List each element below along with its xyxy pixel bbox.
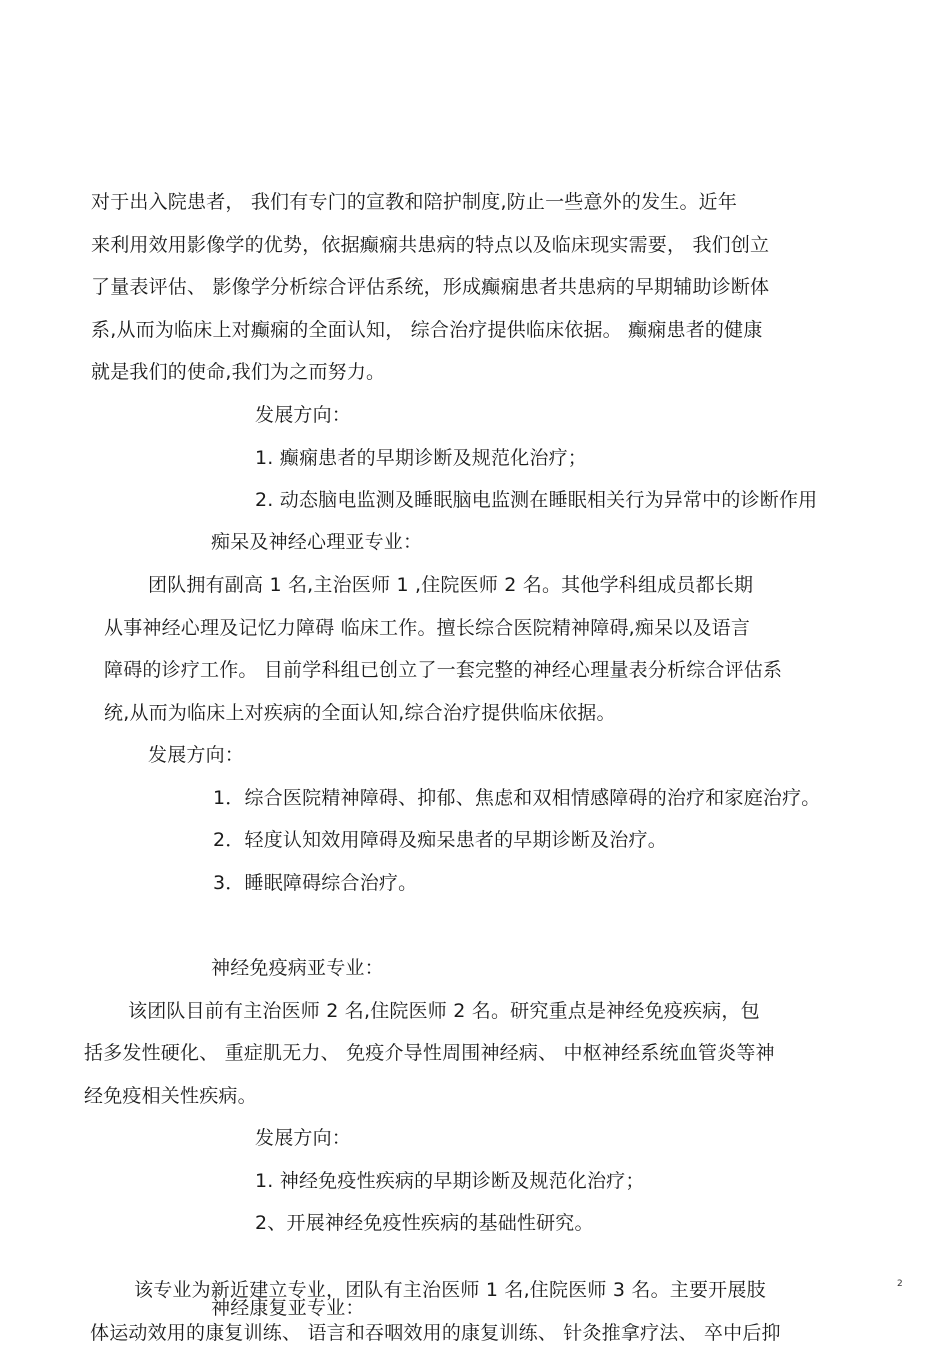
immunology-paragraph-line-2: 括多发性硬化、 重症肌无力、 免疫介导性周围神经病、 中枢神经系统血管炎等神: [84, 1042, 775, 1064]
immunology-direction-heading: 发展方向：: [255, 1127, 352, 1149]
immunology-direction-item-1: 1. 神经免疫性疾病的早期诊断及规范化治疗；: [255, 1170, 645, 1192]
dementia-direction-item-2: 2．轻度认知效用障碍及痴呆患者的早期诊断及治疗。: [213, 829, 667, 851]
dementia-direction-item-1: 1．综合医院精神障碍、抑郁、焦虑和双相情感障碍的治疗和家庭治疗。: [213, 787, 821, 809]
dementia-section-title: 痴呆及神经心理亚专业：: [211, 531, 423, 553]
immunology-section-title: 神经免疫病亚专业：: [211, 957, 384, 979]
epilepsy-paragraph-line-1: 对于出入院患者， 我们有专门的宣教和陪护制度,防止一些意外的发生。近年: [91, 191, 738, 213]
dementia-paragraph-line-2: 从事神经心理及记忆力障碍 临床工作。擅长综合医院精神障碍,痴呆以及语言: [104, 617, 751, 639]
rehab-section-title: 神经康复亚专业：: [211, 1297, 365, 1319]
rehab-paragraph-line-1: 该专业为新近建立专业，团队有主治医师 1 名,住院医师 3 名。主要开展肢: [134, 1279, 766, 1301]
immunology-paragraph-line-3: 经免疫相关性疾病。: [84, 1085, 257, 1107]
dementia-paragraph-line-3: 障碍的诊疗工作。 目前学科组已创立了一套完整的神经心理量表分析综合评估系: [104, 659, 783, 681]
epilepsy-direction-item-1: 1. 癫痫患者的早期诊断及规范化治疗；: [255, 447, 587, 469]
dementia-direction-heading: 发展方向：: [148, 744, 245, 766]
epilepsy-paragraph-line-5: 就是我们的使命,我们为之而努力。: [91, 361, 386, 383]
epilepsy-direction-item-2: 2. 动态脑电监测及睡眠脑电监测在睡眠相关行为异常中的诊断作用: [255, 489, 818, 511]
epilepsy-paragraph-line-2: 来利用效用影像学的优势，依据癫痫共患病的特点以及临床现实需要， 我们创立: [91, 234, 770, 256]
dementia-direction-item-3: 3．睡眠障碍综合治疗。: [213, 872, 418, 894]
rehab-paragraph-line-2: 体运动效用的康复训练、 语言和吞咽效用的康复训练、 针灸推拿疗法、 卒中后抑: [90, 1322, 781, 1344]
immunology-direction-item-2: 2、开展神经免疫性疾病的基础性研究。: [255, 1212, 594, 1234]
epilepsy-paragraph-line-4: 系,从而为临床上对癫痫的全面认知， 综合治疗提供临床依据。 癫痫患者的健康: [91, 319, 763, 341]
epilepsy-paragraph-line-3: 了量表评估、 影像学分析综合评估系统，形成癫痫患者共患病的早期辅助诊断体: [91, 276, 770, 298]
epilepsy-direction-heading: 发展方向：: [255, 404, 352, 426]
immunology-paragraph-line-1: 该团队目前有主治医师 2 名,住院医师 2 名。研究重点是神经免疫疾病，包: [128, 1000, 760, 1022]
page-number: 2: [897, 1279, 903, 1289]
dementia-paragraph-line-4: 统,从而为临床上对疾病的全面认知,综合治疗提供临床依据。: [104, 702, 616, 724]
dementia-paragraph-line-1: 团队拥有副高 1 名,主治医师 1 ,住院医师 2 名。其他学科组成员都长期: [148, 574, 754, 596]
